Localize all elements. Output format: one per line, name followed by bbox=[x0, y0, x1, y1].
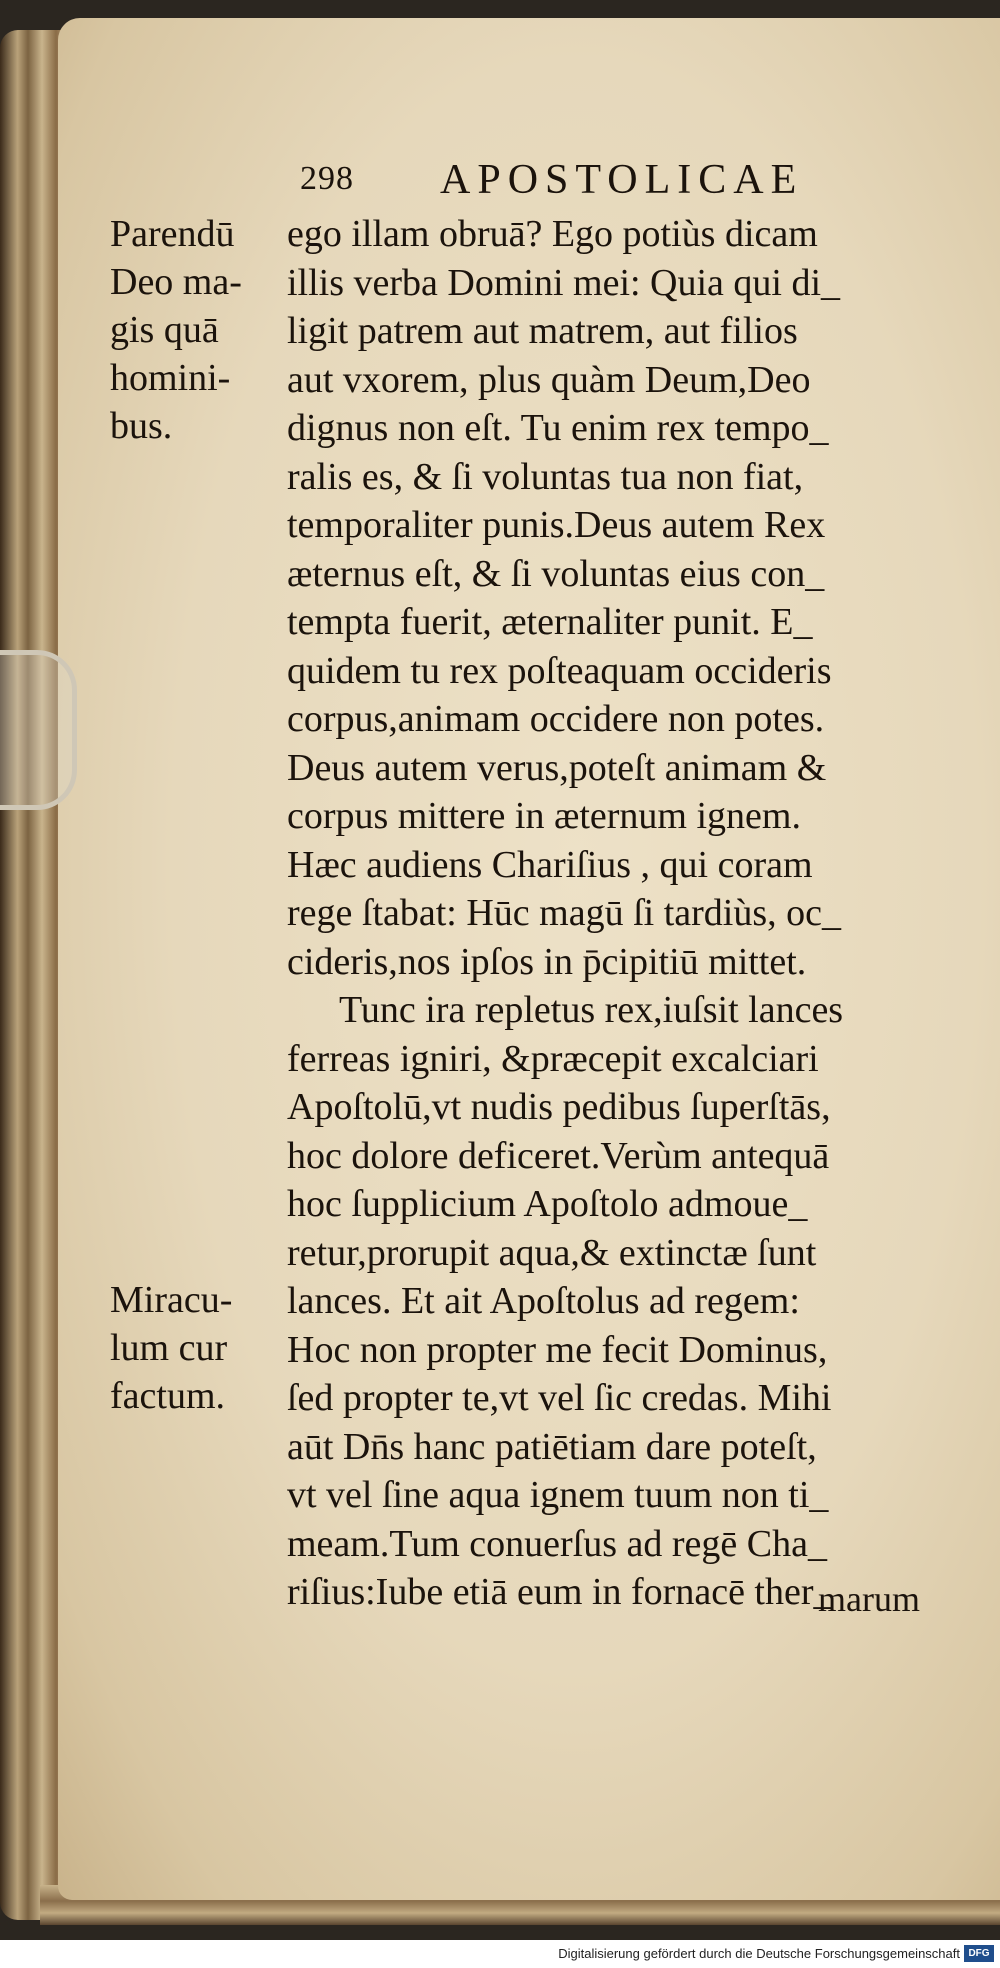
text-line: ferreas igniri, &præcepit excalciari bbox=[287, 1037, 819, 1080]
text-line: riſius:Iube etiā eum in fornacē ther_ bbox=[287, 1571, 833, 1613]
text-line: tempta fuerit, æternaliter punit. E_ bbox=[287, 601, 813, 643]
text-line: corpus,animam occidere non potes. bbox=[287, 698, 825, 740]
funding-credit: Digitalisierung gefördert durch die Deutsche Forschungsgemeinschaft bbox=[558, 1946, 960, 1961]
margin-note-line: bus. bbox=[110, 405, 173, 447]
margin-note-line: factum. bbox=[110, 1375, 226, 1417]
page-clip bbox=[0, 650, 77, 810]
page-number: 298 bbox=[300, 160, 354, 197]
text-line: cideris,nos ipſos in p̄cipitiū mittet. bbox=[287, 940, 807, 983]
paragraph-start-line: Tunc ira repletus rex,iuſsit lances bbox=[339, 989, 844, 1031]
margin-note-line: Miracu- bbox=[110, 1279, 233, 1321]
margin-note-line: homini- bbox=[110, 357, 231, 399]
text-line: meam.Tum conuerſus ad regē Cha_ bbox=[287, 1522, 827, 1565]
text-line: rege ſtabat: Hūc magū ſi tardiùs, oc_ bbox=[287, 892, 841, 934]
margin-note-line: Parendū bbox=[110, 213, 235, 255]
dfg-logo: DFG bbox=[964, 1945, 994, 1962]
text-line: illis verba Domini mei: Quia qui di_ bbox=[287, 261, 841, 304]
running-title: APOSTOLICAE bbox=[440, 157, 804, 203]
text-line: Hoc non propter me fecit Dominus, bbox=[287, 1328, 828, 1371]
text-line: ego illam obruā? Ego potiùs dicam bbox=[287, 213, 818, 255]
margin-note-parendum bbox=[110, 210, 280, 450]
text-line: hoc ſupplicium Apoſtolo admoue_ bbox=[287, 1183, 808, 1225]
text-line: corpus mittere in æternum ignem. bbox=[287, 795, 801, 837]
footer-bar bbox=[0, 1940, 1000, 1968]
text-line: hoc dolore deficeret.Verùm antequā bbox=[287, 1134, 830, 1177]
text-line: Hæc audiens Chariſius , qui coram bbox=[287, 843, 813, 886]
margin-note-miraculum bbox=[110, 1276, 280, 1420]
text-line: æternus eſt, & ſi voluntas eius con_ bbox=[287, 552, 825, 595]
text-line: aūt Dn̄s hanc patiētiam dare poteſt, bbox=[287, 1425, 817, 1468]
text-line: retur,prorupit aqua,& extinctæ ſunt bbox=[287, 1231, 817, 1274]
text-line: temporaliter punis.Deus autem Rex bbox=[287, 504, 826, 546]
text-line: ligit patrem aut matrem, aut filios bbox=[287, 310, 798, 352]
text-line: vt vel ſine aqua ignem tuum non ti_ bbox=[287, 1474, 829, 1516]
text-line: Deus autem verus,poteſt animam & bbox=[287, 746, 827, 789]
text-line: quidem tu rex poſteaquam occideris bbox=[287, 649, 832, 692]
text-line: Apoſtolū,vt nudis pedibus ſuperſtās, bbox=[287, 1086, 831, 1128]
margin-note-line: gis quā bbox=[110, 309, 219, 351]
catchword: marum bbox=[818, 1579, 920, 1619]
text-line: ralis es, & ſi voluntas tua non fiat, bbox=[287, 455, 804, 498]
margin-note-line: lum cur bbox=[110, 1327, 228, 1369]
margin-note-line: Deo ma- bbox=[110, 261, 242, 303]
text-line: dignus non eſt. Tu enim rex tempo_ bbox=[287, 407, 829, 449]
body-text bbox=[287, 210, 967, 1617]
text-line: lances. Et ait Apoſtolus ad regem: bbox=[287, 1280, 800, 1322]
text-line: aut vxorem, plus quàm Deum,Deo bbox=[287, 358, 811, 401]
text-line: ſed propter te,vt vel ſic credas. Mihi bbox=[287, 1377, 832, 1419]
